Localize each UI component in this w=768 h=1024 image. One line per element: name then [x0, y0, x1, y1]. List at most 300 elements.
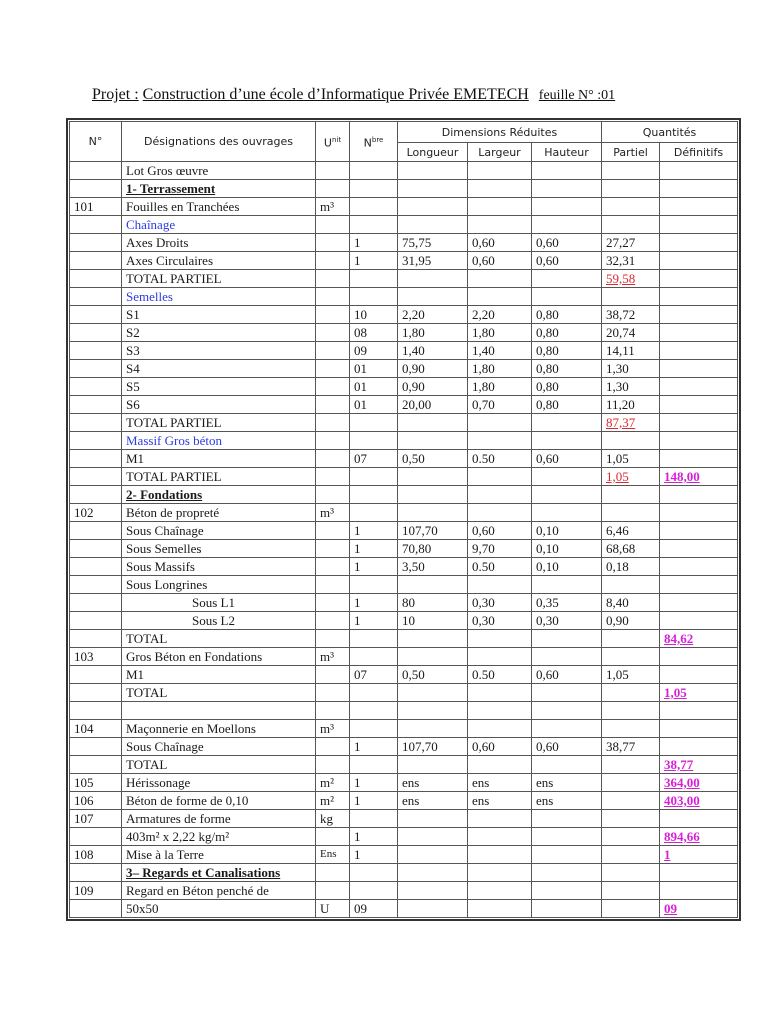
table-row — [70, 576, 738, 594]
cell-item-number — [70, 306, 122, 324]
cell-length: 0,90 — [398, 378, 468, 396]
cell-final: 38,77 — [660, 756, 738, 774]
cell-height: 0,30 — [532, 612, 602, 630]
cell-item-number — [70, 270, 122, 288]
cell-final — [660, 198, 738, 216]
cell-width — [468, 576, 532, 594]
cell-length: 107,70 — [398, 738, 468, 756]
cell-length: 80 — [398, 594, 468, 612]
cell-unit — [316, 414, 350, 432]
cell-count: 1 — [350, 774, 398, 792]
cell-height — [532, 810, 602, 828]
cell-length — [398, 414, 468, 432]
cell-designation: TOTAL — [122, 684, 316, 702]
quantities-table-frame — [66, 118, 741, 921]
cell-count — [350, 432, 398, 450]
cell-final — [660, 288, 738, 306]
cell-length — [398, 504, 468, 522]
cell-item-number: 101 — [70, 198, 122, 216]
cell-length: 70,80 — [398, 540, 468, 558]
cell-count — [350, 648, 398, 666]
cell-width — [468, 432, 532, 450]
cell-unit — [316, 666, 350, 684]
cell-height: 0,10 — [532, 522, 602, 540]
cell-height — [532, 180, 602, 198]
cell-height: 0,80 — [532, 324, 602, 342]
cell-unit — [316, 576, 350, 594]
cell-final — [660, 882, 738, 900]
cell-item-number: 103 — [70, 648, 122, 666]
cell-count — [350, 756, 398, 774]
cell-length — [398, 756, 468, 774]
cell-count — [350, 684, 398, 702]
cell-designation: Sous Longrines — [122, 576, 316, 594]
cell-width: 0,60 — [468, 522, 532, 540]
cell-unit — [316, 522, 350, 540]
cell-partial: 0,18 — [602, 558, 660, 576]
table-row — [70, 720, 738, 738]
cell-designation: 50x50 — [122, 900, 316, 918]
cell-length: 31,95 — [398, 252, 468, 270]
cell-unit — [316, 396, 350, 414]
cell-designation: 3– Regards et Canalisations — [122, 864, 316, 882]
cell-item-number — [70, 360, 122, 378]
col-header-unit — [316, 122, 350, 162]
cell-height: 0,80 — [532, 378, 602, 396]
col-header-width: Largeur — [468, 143, 532, 162]
cell-final: 148,00 — [660, 468, 738, 486]
cell-item-number: 102 — [70, 504, 122, 522]
cell-unit: m² — [316, 774, 350, 792]
cell-designation: Mise à la Terre — [122, 846, 316, 864]
cell-height: 0,10 — [532, 540, 602, 558]
col-header-count — [350, 122, 398, 162]
cell-final — [660, 396, 738, 414]
cell-designation: S1 — [122, 306, 316, 324]
cell-final: 894,66 — [660, 828, 738, 846]
cell-designation: Regard en Béton penché de — [122, 882, 316, 900]
cell-partial — [602, 792, 660, 810]
cell-partial — [602, 162, 660, 180]
cell-designation: Sous Chaînage — [122, 738, 316, 756]
cell-width — [468, 288, 532, 306]
cell-width — [468, 900, 532, 918]
cell-item-number: 105 — [70, 774, 122, 792]
cell-count: 10 — [350, 306, 398, 324]
cell-length — [398, 180, 468, 198]
cell-length — [398, 288, 468, 306]
cell-height: 0,60 — [532, 666, 602, 684]
cell-width — [468, 720, 532, 738]
cell-item-number — [70, 486, 122, 504]
cell-count — [350, 180, 398, 198]
cell-item-number — [70, 162, 122, 180]
cell-final — [660, 378, 738, 396]
cell-width — [468, 504, 532, 522]
cell-item-number — [70, 756, 122, 774]
cell-height: 0,80 — [532, 360, 602, 378]
cell-final — [660, 450, 738, 468]
cell-length — [398, 828, 468, 846]
cell-partial — [602, 846, 660, 864]
cell-final — [660, 810, 738, 828]
cell-item-number — [70, 216, 122, 234]
cell-width: 1,80 — [468, 360, 532, 378]
cell-height: ens — [532, 792, 602, 810]
cell-partial: 59,58 — [602, 270, 660, 288]
cell-partial: 20,74 — [602, 324, 660, 342]
cell-length — [398, 810, 468, 828]
cell-final — [660, 738, 738, 756]
cell-width — [468, 486, 532, 504]
cell-count: 1 — [350, 594, 398, 612]
cell-final — [660, 324, 738, 342]
cell-height: ens — [532, 774, 602, 792]
cell-unit — [316, 486, 350, 504]
cell-partial: 11,20 — [602, 396, 660, 414]
cell-partial — [602, 828, 660, 846]
table-row — [70, 864, 738, 882]
cell-height — [532, 720, 602, 738]
cell-partial: 0,90 — [602, 612, 660, 630]
cell-length: 10 — [398, 612, 468, 630]
cell-width — [468, 162, 532, 180]
cell-count — [350, 504, 398, 522]
cell-count — [350, 414, 398, 432]
table-row — [70, 630, 738, 648]
col-header-height: Hauteur — [532, 143, 602, 162]
cell-height — [532, 414, 602, 432]
cell-designation: 2- Fondations — [122, 486, 316, 504]
cell-unit — [316, 594, 350, 612]
table-row — [70, 468, 738, 486]
cell-unit — [316, 738, 350, 756]
cell-partial — [602, 180, 660, 198]
cell-unit — [316, 432, 350, 450]
cell-item-number — [70, 450, 122, 468]
cell-designation: Chaînage — [122, 216, 316, 234]
cell-height — [532, 882, 602, 900]
table-row — [70, 810, 738, 828]
cell-width — [468, 630, 532, 648]
cell-width: 1,40 — [468, 342, 532, 360]
cell-length — [398, 630, 468, 648]
cell-length — [398, 864, 468, 882]
cell-height — [532, 576, 602, 594]
col-header-quantities: Quantités — [602, 122, 738, 143]
table-row — [70, 288, 738, 306]
cell-length — [398, 198, 468, 216]
cell-partial: 32,31 — [602, 252, 660, 270]
cell-item-number: 107 — [70, 810, 122, 828]
table-row — [70, 540, 738, 558]
table-row — [70, 198, 738, 216]
cell-unit: m³ — [316, 648, 350, 666]
cell-count — [350, 468, 398, 486]
cell-count — [350, 162, 398, 180]
cell-length — [398, 846, 468, 864]
cell-final — [660, 270, 738, 288]
cell-partial — [602, 702, 660, 720]
cell-count: 1 — [350, 612, 398, 630]
cell-width: 1,80 — [468, 378, 532, 396]
cell-item-number — [70, 558, 122, 576]
cell-count: 07 — [350, 666, 398, 684]
cell-partial — [602, 774, 660, 792]
cell-unit — [316, 216, 350, 234]
sheet-number: feuille N° :01 — [538, 88, 616, 103]
cell-unit — [316, 630, 350, 648]
cell-final — [660, 864, 738, 882]
table-row — [70, 504, 738, 522]
col-header-dimensions: Dimensions Réduites — [398, 122, 602, 143]
cell-length: 1,40 — [398, 342, 468, 360]
cell-unit — [316, 162, 350, 180]
cell-designation: Lot Gros œuvre — [122, 162, 316, 180]
cell-final — [660, 234, 738, 252]
cell-width — [468, 684, 532, 702]
cell-designation: Sous Chaînage — [122, 522, 316, 540]
table-row — [70, 396, 738, 414]
table-row — [70, 252, 738, 270]
cell-final — [660, 648, 738, 666]
cell-designation: TOTAL PARTIEL — [122, 270, 316, 288]
cell-final — [660, 522, 738, 540]
cell-count: 08 — [350, 324, 398, 342]
cell-unit — [316, 306, 350, 324]
cell-count: 09 — [350, 900, 398, 918]
cell-unit: U — [316, 900, 350, 918]
cell-height — [532, 216, 602, 234]
cell-width: 0,60 — [468, 252, 532, 270]
cell-length — [398, 162, 468, 180]
cell-designation: S6 — [122, 396, 316, 414]
table-row — [70, 432, 738, 450]
cell-count — [350, 630, 398, 648]
cell-item-number — [70, 234, 122, 252]
cell-width: 0,60 — [468, 738, 532, 756]
project-label: Projet : — [92, 86, 139, 103]
cell-count — [350, 720, 398, 738]
cell-partial — [602, 576, 660, 594]
unit-header-sup: nit — [331, 135, 342, 144]
cell-designation: Maçonnerie en Moellons — [122, 720, 316, 738]
table-row — [70, 558, 738, 576]
cell-unit — [316, 882, 350, 900]
cell-designation: TOTAL PARTIEL — [122, 468, 316, 486]
cell-width: 0.50 — [468, 558, 532, 576]
cell-count: 1 — [350, 522, 398, 540]
cell-height — [532, 846, 602, 864]
cell-unit — [316, 828, 350, 846]
cell-final — [660, 558, 738, 576]
project-title: Construction d’une école d’Informatique Privée EMETECH — [142, 86, 529, 103]
cell-count — [350, 882, 398, 900]
cell-final — [660, 180, 738, 198]
cell-unit: Ens — [316, 846, 350, 864]
cell-width — [468, 216, 532, 234]
cell-final — [660, 306, 738, 324]
cell-partial — [602, 648, 660, 666]
table-row — [70, 594, 738, 612]
cell-count: 1 — [350, 792, 398, 810]
cell-partial — [602, 198, 660, 216]
cell-item-number — [70, 342, 122, 360]
cell-partial: 38,77 — [602, 738, 660, 756]
cell-count — [350, 288, 398, 306]
cell-item-number: 106 — [70, 792, 122, 810]
cell-height: 0,35 — [532, 594, 602, 612]
cell-designation: S4 — [122, 360, 316, 378]
cell-width: 0,30 — [468, 612, 532, 630]
table-row — [70, 846, 738, 864]
cell-unit — [316, 324, 350, 342]
cell-unit — [316, 180, 350, 198]
cell-final — [660, 216, 738, 234]
cell-final — [660, 666, 738, 684]
cell-height: 0,80 — [532, 396, 602, 414]
cell-final — [660, 342, 738, 360]
cell-height — [532, 270, 602, 288]
cell-designation: M1 — [122, 450, 316, 468]
cell-partial — [602, 486, 660, 504]
cell-item-number — [70, 378, 122, 396]
cell-length — [398, 576, 468, 594]
cell-count — [350, 810, 398, 828]
header-row-1 — [70, 122, 738, 143]
cell-unit — [316, 558, 350, 576]
cell-unit — [316, 684, 350, 702]
cell-width: ens — [468, 774, 532, 792]
cell-height — [532, 504, 602, 522]
cell-designation: 1- Terrassement — [122, 180, 316, 198]
cell-final — [660, 432, 738, 450]
cell-length — [398, 216, 468, 234]
cell-unit — [316, 342, 350, 360]
cell-partial: 8,40 — [602, 594, 660, 612]
cell-final — [660, 162, 738, 180]
cell-count — [350, 864, 398, 882]
cell-item-number — [70, 468, 122, 486]
cell-unit — [316, 864, 350, 882]
cell-width — [468, 810, 532, 828]
cell-height — [532, 288, 602, 306]
cell-count: 01 — [350, 360, 398, 378]
cell-length — [398, 468, 468, 486]
table-row — [70, 360, 738, 378]
cell-designation: TOTAL — [122, 630, 316, 648]
table-row — [70, 648, 738, 666]
cell-count: 1 — [350, 846, 398, 864]
cell-width — [468, 882, 532, 900]
cell-final — [660, 360, 738, 378]
cell-count — [350, 270, 398, 288]
table-row — [70, 792, 738, 810]
cell-unit — [316, 378, 350, 396]
cell-item-number — [70, 288, 122, 306]
cell-designation: Sous L2 — [122, 612, 316, 630]
cell-designation: S5 — [122, 378, 316, 396]
cell-count — [350, 702, 398, 720]
table-row — [70, 162, 738, 180]
table-row — [70, 450, 738, 468]
cell-length — [398, 270, 468, 288]
cell-partial — [602, 504, 660, 522]
cell-length — [398, 432, 468, 450]
cell-length — [398, 882, 468, 900]
cell-width — [468, 846, 532, 864]
cell-designation: Massif Gros béton — [122, 432, 316, 450]
cell-height: 0,80 — [532, 342, 602, 360]
cell-height — [532, 432, 602, 450]
cell-unit — [316, 252, 350, 270]
cell-designation: Semelles — [122, 288, 316, 306]
cell-partial: 38,72 — [602, 306, 660, 324]
cell-width: 0.50 — [468, 450, 532, 468]
cell-count: 01 — [350, 378, 398, 396]
cell-height: 0,60 — [532, 738, 602, 756]
cell-count — [350, 576, 398, 594]
cell-height — [532, 468, 602, 486]
cell-designation: Fouilles en Tranchées — [122, 198, 316, 216]
cell-width: 1,80 — [468, 324, 532, 342]
cell-width — [468, 702, 532, 720]
cell-partial: 1,30 — [602, 378, 660, 396]
cell-count: 1 — [350, 558, 398, 576]
cell-height — [532, 162, 602, 180]
cell-designation: S3 — [122, 342, 316, 360]
cell-partial — [602, 630, 660, 648]
cell-partial: 1,05 — [602, 450, 660, 468]
cell-partial — [602, 864, 660, 882]
cell-unit — [316, 468, 350, 486]
cell-count: 1 — [350, 540, 398, 558]
cell-designation: Sous Semelles — [122, 540, 316, 558]
cell-width — [468, 756, 532, 774]
cell-partial — [602, 900, 660, 918]
col-header-designation: Désignations des ouvrages — [122, 122, 316, 162]
table-row — [70, 900, 738, 918]
cell-height — [532, 756, 602, 774]
cell-item-number — [70, 540, 122, 558]
cell-width: 2,20 — [468, 306, 532, 324]
table-row — [70, 270, 738, 288]
table-row — [70, 324, 738, 342]
cell-item-number — [70, 684, 122, 702]
cell-length — [398, 720, 468, 738]
cell-item-number — [70, 396, 122, 414]
cell-partial — [602, 756, 660, 774]
count-header-text: N — [363, 136, 372, 150]
table-row — [70, 684, 738, 702]
table-row — [70, 180, 738, 198]
cell-final: 1 — [660, 846, 738, 864]
cell-height: 0,80 — [532, 306, 602, 324]
cell-height — [532, 684, 602, 702]
cell-unit — [316, 360, 350, 378]
col-header-partial: Partiel — [602, 143, 660, 162]
cell-final — [660, 594, 738, 612]
cell-height — [532, 648, 602, 666]
cell-designation: M1 — [122, 666, 316, 684]
cell-length — [398, 900, 468, 918]
cell-length: 3,50 — [398, 558, 468, 576]
cell-designation — [122, 702, 316, 720]
cell-length — [398, 486, 468, 504]
cell-designation: 403m² x 2,22 kg/m² — [122, 828, 316, 846]
cell-width — [468, 198, 532, 216]
cell-width — [468, 828, 532, 846]
